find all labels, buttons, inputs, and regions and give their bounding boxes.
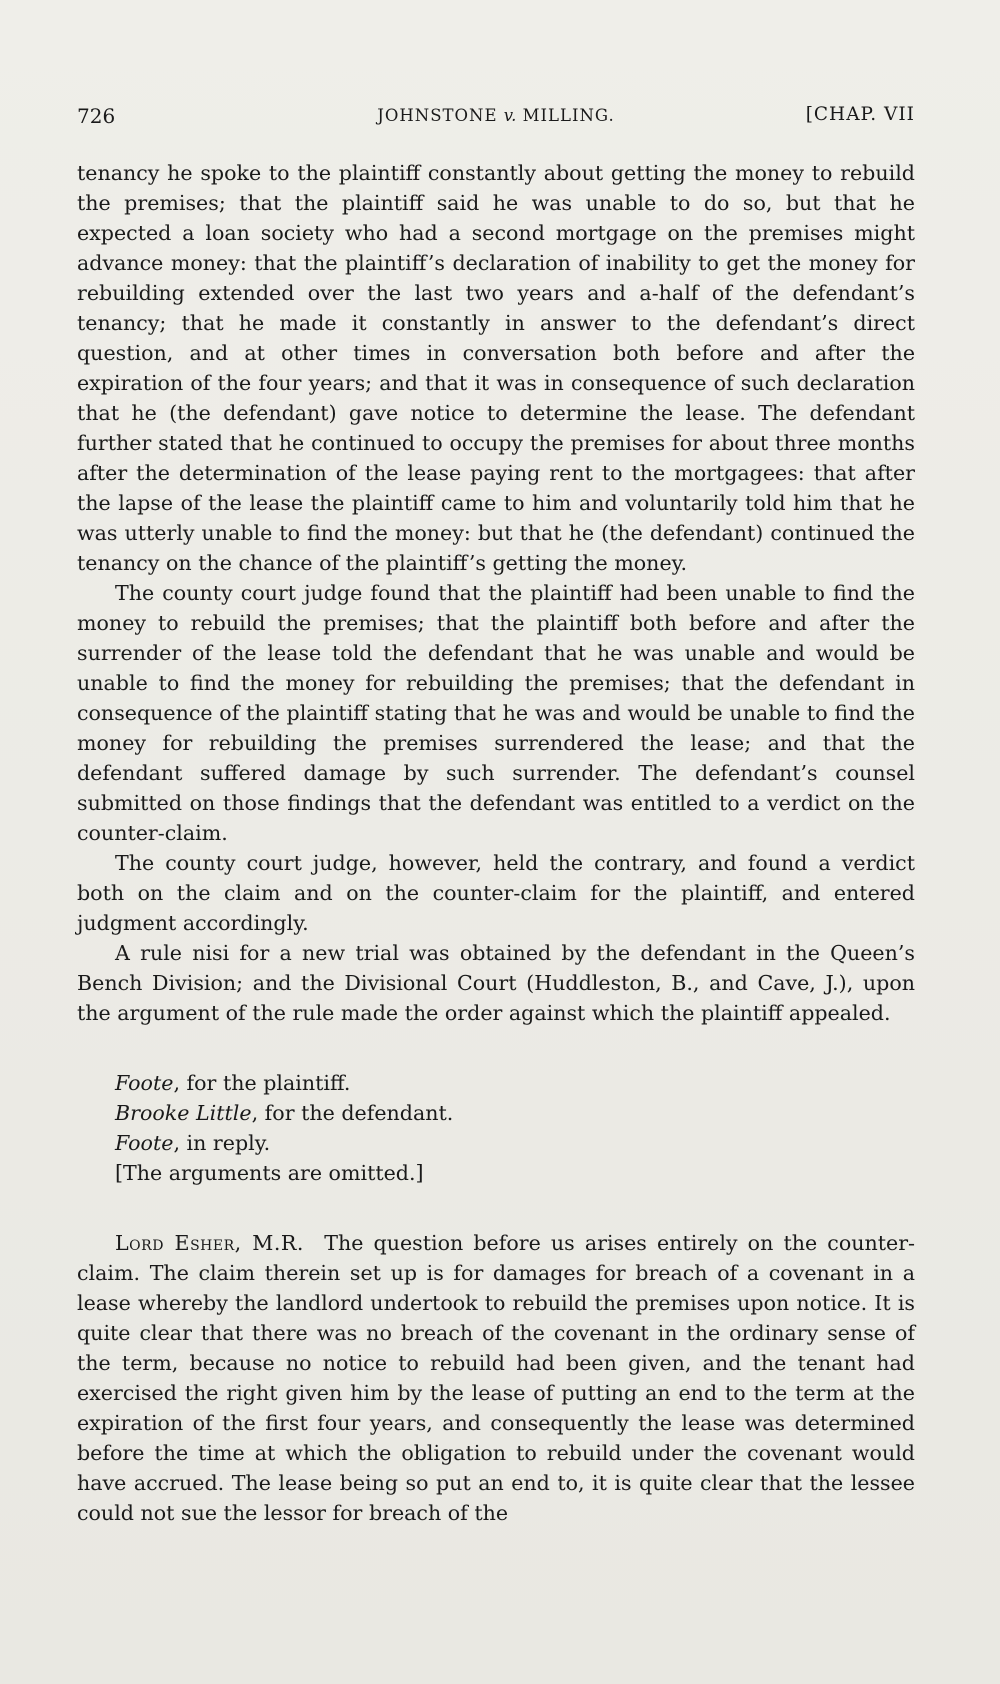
page-header xyxy=(77,104,915,134)
running-title xyxy=(77,106,915,125)
counsel-entry xyxy=(115,1098,915,1128)
arguments-note: [The arguments are omitted.] xyxy=(115,1161,424,1185)
counsel-name: Foote xyxy=(115,1131,174,1155)
running-title-left: JOHNSTONE xyxy=(377,106,498,125)
counsel-role: , for the defendant. xyxy=(251,1101,454,1125)
paragraph-findings: The county court judge found that the plaintiff had been unable to find the money to rebuild the premises; that the plaintiff both before and after the surrender of the lease told the defendant that he was unable and would be unable to find the money for rebuilding the premises; that the defendant in consequence of the plaintiff stating that he was and would be unable to find the money for rebuilding the premises surrendered the lease; and that the defendant suffered damage by such surrender. The defendant’s counsel submitted on those findings that the defendant was entitled to a verdict on the counter-claim. xyxy=(77,581,915,845)
running-title-right: MILLING. xyxy=(522,106,615,125)
page-number: 726 xyxy=(77,104,116,128)
counsel-role: , for the plaintiff. xyxy=(173,1071,351,1095)
counsel-entry xyxy=(115,1068,915,1098)
paragraph-verdict: The county court judge, however, held the contrary, and found a verdict both on the claim and on the counter-claim for the plaintiff, and entered judgment accordingly. xyxy=(77,851,915,935)
paragraph-continued: tenancy he spoke to the plaintiff constantly about getting the money to rebuild the premises; that the plaintiff said he was unable to do so, but that he expected a loan society who had a second mortgage on the premises might advance money: that the plaintiff’s declaration of inability to get the money for rebuilding extended over the last two years and a-half of the defendant’s tenancy; that he made it constantly in answer to the defendant’s direct question, and at other times in conversation both before and after the expiration of the four years; and that it was in consequence of such declaration that he (the defendant) gave notice to determine the lease. The defendant further stated that he continued to occupy the premises for about three months after the determination of the lease paying rent to the mortgagees: that after the lapse of the lease the plaintiff came to him and voluntarily told him that he was utterly unable to find the money: but that he (the defendant) continued the tenancy on the chance of the plaintiff’s getting the money. xyxy=(77,161,915,575)
running-title-versus: v. xyxy=(503,106,517,125)
counsel-name: Foote xyxy=(115,1071,174,1095)
counsel-role: , in reply. xyxy=(173,1131,271,1155)
counsel-list xyxy=(115,1068,915,1188)
counsel-name: Brooke Little xyxy=(115,1101,252,1125)
paragraph-rule-nisi: A rule nisi for a new trial was obtained by the defendant in the Queen’s Bench Division; and the Divisional Court (Huddleston, B., and Cave, J.), upon the argument of the rule made the order against which the plaintiff appealed. xyxy=(77,941,915,1025)
judgment-paragraph xyxy=(77,1228,915,1528)
body-text xyxy=(77,158,915,1528)
judge-name: Lord Esher, M.R. xyxy=(115,1231,304,1255)
judgment-text: The question before us arises entirely on the counter-claim. The claim therein set up is for damages for breach of a covenant in a lease whereby the landlord undertook to rebuild the premises upon notice. It is quite clear that there was no breach of the covenant in the ordinary sense of the term, because no notice to rebuild had been given, and the tenant had exercised the right given him by the lease of putting an end to the term at the expiration of the first four years, and consequently the lease was determined before the time at which the obligation to rebuild under the covenant would have accrued. The lease being so put an end to, it is quite clear that the lessee could not sue the lessor for breach of the xyxy=(77,1231,916,1525)
chapter-label: [CHAP. VII xyxy=(805,104,915,125)
counsel-entry xyxy=(115,1128,915,1158)
